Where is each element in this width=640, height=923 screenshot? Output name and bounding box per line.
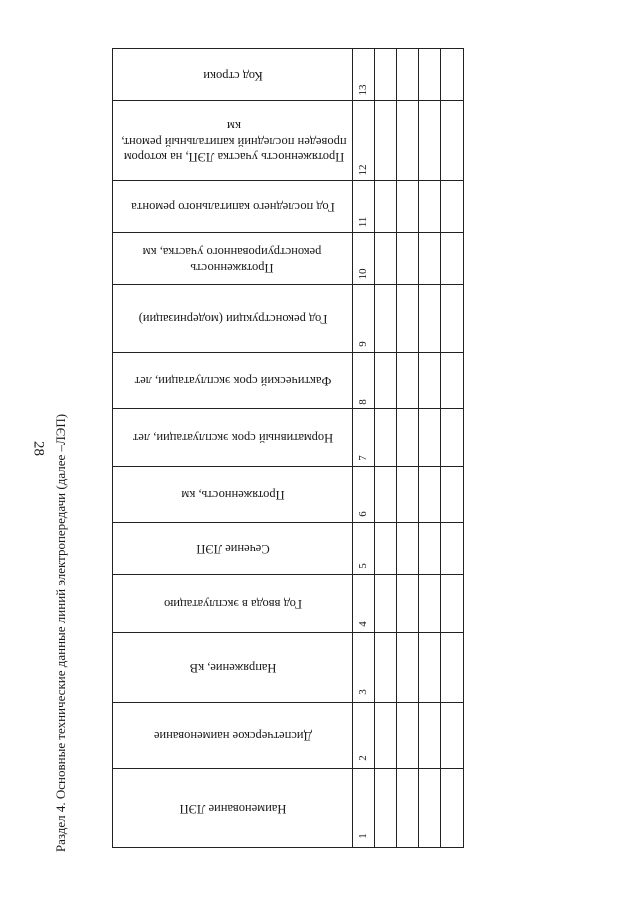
column-divider [112,48,464,49]
column-divider [112,100,464,101]
column-number-6: 6 [357,511,369,517]
table-border [463,48,464,848]
section-title: Раздел 4. Основные технические данные линий электропередачи (далее –ЛЭП) [53,413,68,853]
table-border [352,48,353,848]
column-number-7: 7 [357,455,369,461]
table-border [374,48,375,848]
page-number: 28 [30,441,47,456]
column-header-13: Код строки [203,68,263,83]
column-number-8: 8 [357,399,369,405]
column-header-6: Протяженность, км [181,487,285,502]
column-divider [112,408,464,409]
column-number-11: 11 [357,216,369,228]
column-header-12: Протяженность участка ЛЭП, на котором проведен последний капитальный ремонт, км [121,119,347,165]
column-number-4: 4 [357,621,369,627]
column-number-12: 12 [357,164,369,176]
column-number-3: 3 [357,689,369,695]
column-divider [112,284,464,285]
column-header-5: Сечение ЛЭП [196,541,270,556]
table-border [440,48,441,848]
column-divider [112,702,464,703]
column-header-11: Год последнего капитального ремонта [131,199,335,214]
column-header-10: Протяженность реконструированного участка, км [142,245,322,275]
technical-data-table [112,48,464,848]
column-divider [112,232,464,233]
column-header-1: Наименование ЛЭП [179,801,287,816]
column-divider [112,180,464,181]
column-number-10: 10 [357,268,369,280]
column-header-8: Фактический срок эксплуатации, лет [134,373,332,388]
column-divider [112,632,464,633]
column-number-9: 9 [357,341,369,347]
column-divider [112,847,464,848]
column-header-2: Диспетчерское наименование [153,728,313,743]
column-divider [112,574,464,575]
column-number-2: 2 [357,755,369,761]
column-number-1: 1 [357,833,369,839]
column-header-7: Нормативный срок эксплуатации, лет [132,430,334,445]
table-border [112,48,113,848]
column-divider [112,768,464,769]
column-divider [112,352,464,353]
column-header-4: Год ввода в эксплуатацию [164,596,302,611]
column-divider [112,466,464,467]
column-header-9: Год реконструкции (модернизации) [138,311,328,326]
column-number-5: 5 [357,563,369,569]
column-number-13: 13 [357,84,369,96]
table-border [396,48,397,848]
column-header-3: Напряжение, кВ [189,660,277,675]
column-divider [112,522,464,523]
table-border [418,48,419,848]
